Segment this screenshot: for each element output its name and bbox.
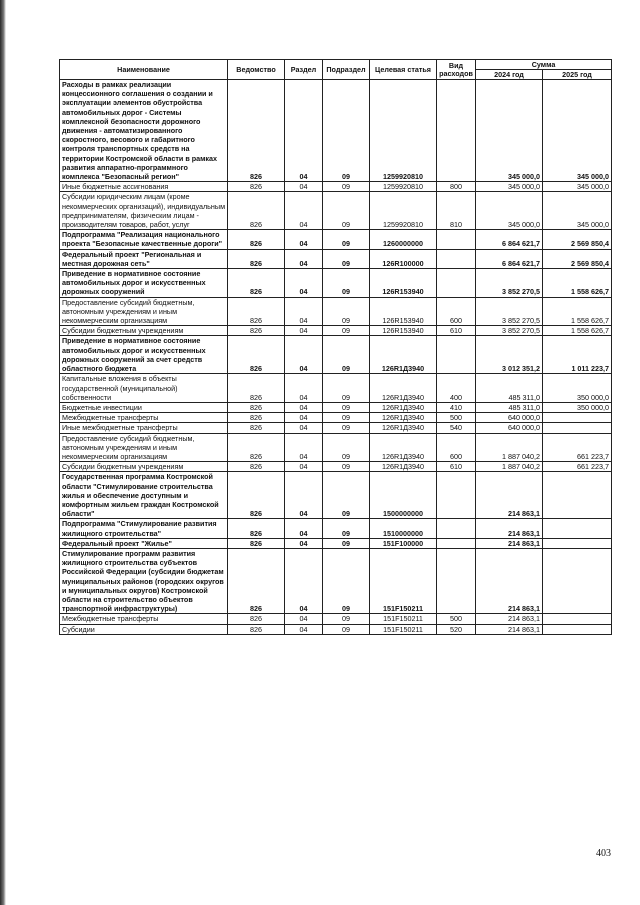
cell-dept: 826 <box>228 614 285 624</box>
cell-2024: 3 012 351,2 <box>476 336 543 374</box>
cell-dept: 826 <box>228 230 285 249</box>
cell-2024: 3 852 270,5 <box>476 326 543 336</box>
cell-2025 <box>543 519 612 538</box>
cell-2024: 6 864 621,7 <box>476 230 543 249</box>
table-row <box>60 538 612 548</box>
cell-dept: 826 <box>228 433 285 462</box>
cell-dept: 826 <box>228 269 285 298</box>
table-row <box>60 336 612 374</box>
cell-dept: 826 <box>228 297 285 326</box>
cell-2024: 214 863,1 <box>476 538 543 548</box>
scan-edge <box>0 0 6 905</box>
header-2025: 2025 год <box>543 70 612 80</box>
cell-2024: 1 887 040,2 <box>476 433 543 462</box>
cell-kind <box>437 538 476 548</box>
cell-kind <box>437 519 476 538</box>
cell-subsection: 09 <box>323 433 370 462</box>
table-row <box>60 297 612 326</box>
cell-subsection: 09 <box>323 269 370 298</box>
cell-section: 04 <box>285 519 323 538</box>
cell-name: Приведение в нормативное состояние автомобильных дорог и искусственных дорожных сооружений <box>60 269 228 298</box>
cell-dept: 826 <box>228 624 285 634</box>
cell-subsection: 09 <box>323 413 370 423</box>
cell-name: Межбюджетные трансферты <box>60 614 228 624</box>
cell-subsection: 09 <box>323 462 370 472</box>
cell-dept: 826 <box>228 402 285 412</box>
cell-2025 <box>543 624 612 634</box>
cell-2025: 345 000,0 <box>543 192 612 230</box>
cell-dept: 826 <box>228 249 285 268</box>
cell-subsection: 09 <box>323 80 370 182</box>
cell-section: 04 <box>285 433 323 462</box>
cell-2025: 1 558 626,7 <box>543 297 612 326</box>
cell-dept: 826 <box>228 519 285 538</box>
cell-target: 151F150211 <box>370 548 437 613</box>
page-number: 403 <box>596 848 611 859</box>
cell-name: Субсидии бюджетным учреждениям <box>60 462 228 472</box>
header-subsection: Подраздел <box>323 60 370 80</box>
cell-2025: 345 000,0 <box>543 80 612 182</box>
cell-2024: 214 863,1 <box>476 519 543 538</box>
cell-name: Бюджетные инвестиции <box>60 402 228 412</box>
cell-target: 126R1Д3940 <box>370 423 437 433</box>
cell-kind <box>437 230 476 249</box>
table-row <box>60 423 612 433</box>
cell-target: 126R1Д3940 <box>370 336 437 374</box>
budget-table <box>59 59 612 635</box>
table-row <box>60 80 612 182</box>
cell-kind <box>437 336 476 374</box>
cell-kind: 600 <box>437 297 476 326</box>
cell-kind: 540 <box>437 423 476 433</box>
cell-section: 04 <box>285 230 323 249</box>
cell-2024: 6 864 621,7 <box>476 249 543 268</box>
cell-2025: 1 558 626,7 <box>543 269 612 298</box>
cell-2024: 3 852 270,5 <box>476 297 543 326</box>
cell-section: 04 <box>285 80 323 182</box>
cell-2025: 661 223,7 <box>543 462 612 472</box>
cell-dept: 826 <box>228 423 285 433</box>
header-2024: 2024 год <box>476 70 543 80</box>
cell-2025: 1 558 626,7 <box>543 326 612 336</box>
cell-dept: 826 <box>228 326 285 336</box>
cell-2024: 640 000,0 <box>476 423 543 433</box>
table-row <box>60 269 612 298</box>
cell-dept: 826 <box>228 472 285 519</box>
header-name: Наименование <box>60 60 228 80</box>
table-row <box>60 230 612 249</box>
cell-section: 04 <box>285 548 323 613</box>
header-sum: Сумма <box>476 60 612 70</box>
cell-2025: 2 569 850,4 <box>543 249 612 268</box>
cell-target: 151F150211 <box>370 624 437 634</box>
cell-2025 <box>543 423 612 433</box>
header-section: Раздел <box>285 60 323 80</box>
cell-target: 151F100000 <box>370 538 437 548</box>
cell-dept: 826 <box>228 548 285 613</box>
cell-subsection: 09 <box>323 624 370 634</box>
cell-kind: 610 <box>437 462 476 472</box>
cell-name: Предоставление субсидий бюджетным, автономным учреждениям и иным некоммерческим организациям <box>60 433 228 462</box>
cell-section: 04 <box>285 182 323 192</box>
cell-section: 04 <box>285 462 323 472</box>
cell-kind: 500 <box>437 614 476 624</box>
cell-2024: 214 863,1 <box>476 548 543 613</box>
cell-target: 126R1Д3940 <box>370 462 437 472</box>
cell-subsection: 09 <box>323 614 370 624</box>
cell-subsection: 09 <box>323 402 370 412</box>
cell-2024: 3 852 270,5 <box>476 269 543 298</box>
cell-kind: 610 <box>437 326 476 336</box>
table-row <box>60 402 612 412</box>
cell-section: 04 <box>285 297 323 326</box>
cell-target: 126R1Д3940 <box>370 433 437 462</box>
cell-target: 126R153940 <box>370 269 437 298</box>
cell-name: Подпрограмма "Реализация национального проекта "Безопасные качественные дороги" <box>60 230 228 249</box>
cell-subsection: 09 <box>323 548 370 613</box>
cell-2025: 345 000,0 <box>543 182 612 192</box>
cell-2025 <box>543 538 612 548</box>
cell-subsection: 09 <box>323 297 370 326</box>
cell-name: Иные бюджетные ассигнования <box>60 182 228 192</box>
cell-name: Расходы в рамках реализации концессионного соглашения о создании и эксплуатации элементов обустройства автомобильных дорог - Системы комплексной безопасности дорожного движения - автоматизированного скоростного, весового и габаритного контроля транспортных средств на территории Костромской области в рамках развития аппаратно-программного комплекса "Безопасный регион" <box>60 80 228 182</box>
cell-subsection: 09 <box>323 326 370 336</box>
cell-subsection: 09 <box>323 336 370 374</box>
cell-section: 04 <box>285 614 323 624</box>
table-row <box>60 249 612 268</box>
cell-target: 126R100000 <box>370 249 437 268</box>
table-row <box>60 374 612 403</box>
cell-name: Предоставление субсидий бюджетным, автономным учреждениям и иным некоммерческим организациям <box>60 297 228 326</box>
table-body <box>60 80 612 635</box>
cell-subsection: 09 <box>323 374 370 403</box>
table-row <box>60 433 612 462</box>
cell-2025: 350 000,0 <box>543 402 612 412</box>
cell-2024: 485 311,0 <box>476 402 543 412</box>
cell-section: 04 <box>285 538 323 548</box>
cell-2024: 640 000,0 <box>476 413 543 423</box>
table-row <box>60 192 612 230</box>
header-dept: Ведомство <box>228 60 285 80</box>
table-row <box>60 326 612 336</box>
cell-target: 1510000000 <box>370 519 437 538</box>
cell-2024: 485 311,0 <box>476 374 543 403</box>
header-target: Целевая статья <box>370 60 437 80</box>
cell-kind: 500 <box>437 413 476 423</box>
cell-2025 <box>543 614 612 624</box>
cell-kind: 410 <box>437 402 476 412</box>
cell-2025: 1 011 223,7 <box>543 336 612 374</box>
cell-section: 04 <box>285 624 323 634</box>
cell-kind <box>437 548 476 613</box>
cell-2025: 350 000,0 <box>543 374 612 403</box>
cell-kind <box>437 249 476 268</box>
cell-target: 126R1Д3940 <box>370 402 437 412</box>
table-row <box>60 462 612 472</box>
cell-kind: 800 <box>437 182 476 192</box>
cell-target: 1500000000 <box>370 472 437 519</box>
cell-subsection: 09 <box>323 519 370 538</box>
table-row <box>60 614 612 624</box>
cell-section: 04 <box>285 249 323 268</box>
cell-dept: 826 <box>228 462 285 472</box>
cell-subsection: 09 <box>323 182 370 192</box>
cell-target: 1260000000 <box>370 230 437 249</box>
cell-2024: 345 000,0 <box>476 80 543 182</box>
cell-name: Федеральный проект "Региональная и местная дорожная сеть" <box>60 249 228 268</box>
cell-2025 <box>543 548 612 613</box>
cell-dept: 826 <box>228 192 285 230</box>
cell-section: 04 <box>285 326 323 336</box>
cell-target: 126R153940 <box>370 326 437 336</box>
table-row <box>60 182 612 192</box>
cell-2024: 345 000,0 <box>476 192 543 230</box>
cell-name: Иные межбюджетные трансферты <box>60 423 228 433</box>
table-header <box>60 60 612 80</box>
cell-2024: 345 000,0 <box>476 182 543 192</box>
cell-dept: 826 <box>228 80 285 182</box>
cell-name: Субсидии юридическим лицам (кроме некоммерческих организаций), индивидуальным предпринимателям, физическим лицам - производителям товаров, работ, услуг <box>60 192 228 230</box>
table-row <box>60 624 612 634</box>
cell-target: 1259920810 <box>370 182 437 192</box>
cell-subsection: 09 <box>323 192 370 230</box>
cell-section: 04 <box>285 269 323 298</box>
cell-dept: 826 <box>228 538 285 548</box>
cell-subsection: 09 <box>323 472 370 519</box>
cell-target: 126R153940 <box>370 297 437 326</box>
cell-kind: 600 <box>437 433 476 462</box>
table-row <box>60 519 612 538</box>
header-kind: Вид расходов <box>437 60 476 80</box>
cell-section: 04 <box>285 402 323 412</box>
cell-section: 04 <box>285 374 323 403</box>
cell-dept: 826 <box>228 413 285 423</box>
cell-subsection: 09 <box>323 230 370 249</box>
cell-2025 <box>543 472 612 519</box>
cell-kind <box>437 269 476 298</box>
cell-2025: 2 569 850,4 <box>543 230 612 249</box>
cell-name: Субсидии <box>60 624 228 634</box>
cell-section: 04 <box>285 192 323 230</box>
cell-section: 04 <box>285 336 323 374</box>
cell-section: 04 <box>285 472 323 519</box>
cell-kind <box>437 472 476 519</box>
cell-name: Капитальные вложения в объекты государственной (муниципальной) собственности <box>60 374 228 403</box>
table-row <box>60 413 612 423</box>
cell-name: Подпрограмма "Стимулирование развития жилищного строительства" <box>60 519 228 538</box>
cell-section: 04 <box>285 413 323 423</box>
cell-target: 151F150211 <box>370 614 437 624</box>
table-row <box>60 472 612 519</box>
cell-kind: 400 <box>437 374 476 403</box>
cell-kind: 810 <box>437 192 476 230</box>
cell-target: 126R1Д3940 <box>370 374 437 403</box>
cell-name: Стимулирование программ развития жилищного строительства субъектов Российской Федерации (субсидии бюджетам муниципальных районов (городских округов и муниципальных округов) Костромской области на строительство объектов транспортной инфраструктуры) <box>60 548 228 613</box>
cell-2024: 214 863,1 <box>476 624 543 634</box>
cell-subsection: 09 <box>323 249 370 268</box>
cell-dept: 826 <box>228 374 285 403</box>
cell-subsection: 09 <box>323 423 370 433</box>
cell-target: 126R1Д3940 <box>370 413 437 423</box>
cell-2025: 661 223,7 <box>543 433 612 462</box>
cell-section: 04 <box>285 423 323 433</box>
cell-kind <box>437 80 476 182</box>
cell-name: Субсидии бюджетным учреждениям <box>60 326 228 336</box>
cell-kind: 520 <box>437 624 476 634</box>
table-row <box>60 548 612 613</box>
cell-name: Межбюджетные трансферты <box>60 413 228 423</box>
cell-2024: 214 863,1 <box>476 472 543 519</box>
cell-name: Федеральный проект "Жилье" <box>60 538 228 548</box>
cell-dept: 826 <box>228 182 285 192</box>
cell-name: Государственная программа Костромской области "Стимулирование строительства жилья и обеспечение доступным и комфортным жильем граждан Костромской области" <box>60 472 228 519</box>
cell-dept: 826 <box>228 336 285 374</box>
cell-name: Приведение в нормативное состояние автомобильных дорог и искусственных дорожных сооружений за счет средств областного бюджета <box>60 336 228 374</box>
cell-2025 <box>543 413 612 423</box>
cell-subsection: 09 <box>323 538 370 548</box>
cell-target: 1259920810 <box>370 192 437 230</box>
cell-2024: 1 887 040,2 <box>476 462 543 472</box>
cell-2024: 214 863,1 <box>476 614 543 624</box>
cell-target: 1259920810 <box>370 80 437 182</box>
